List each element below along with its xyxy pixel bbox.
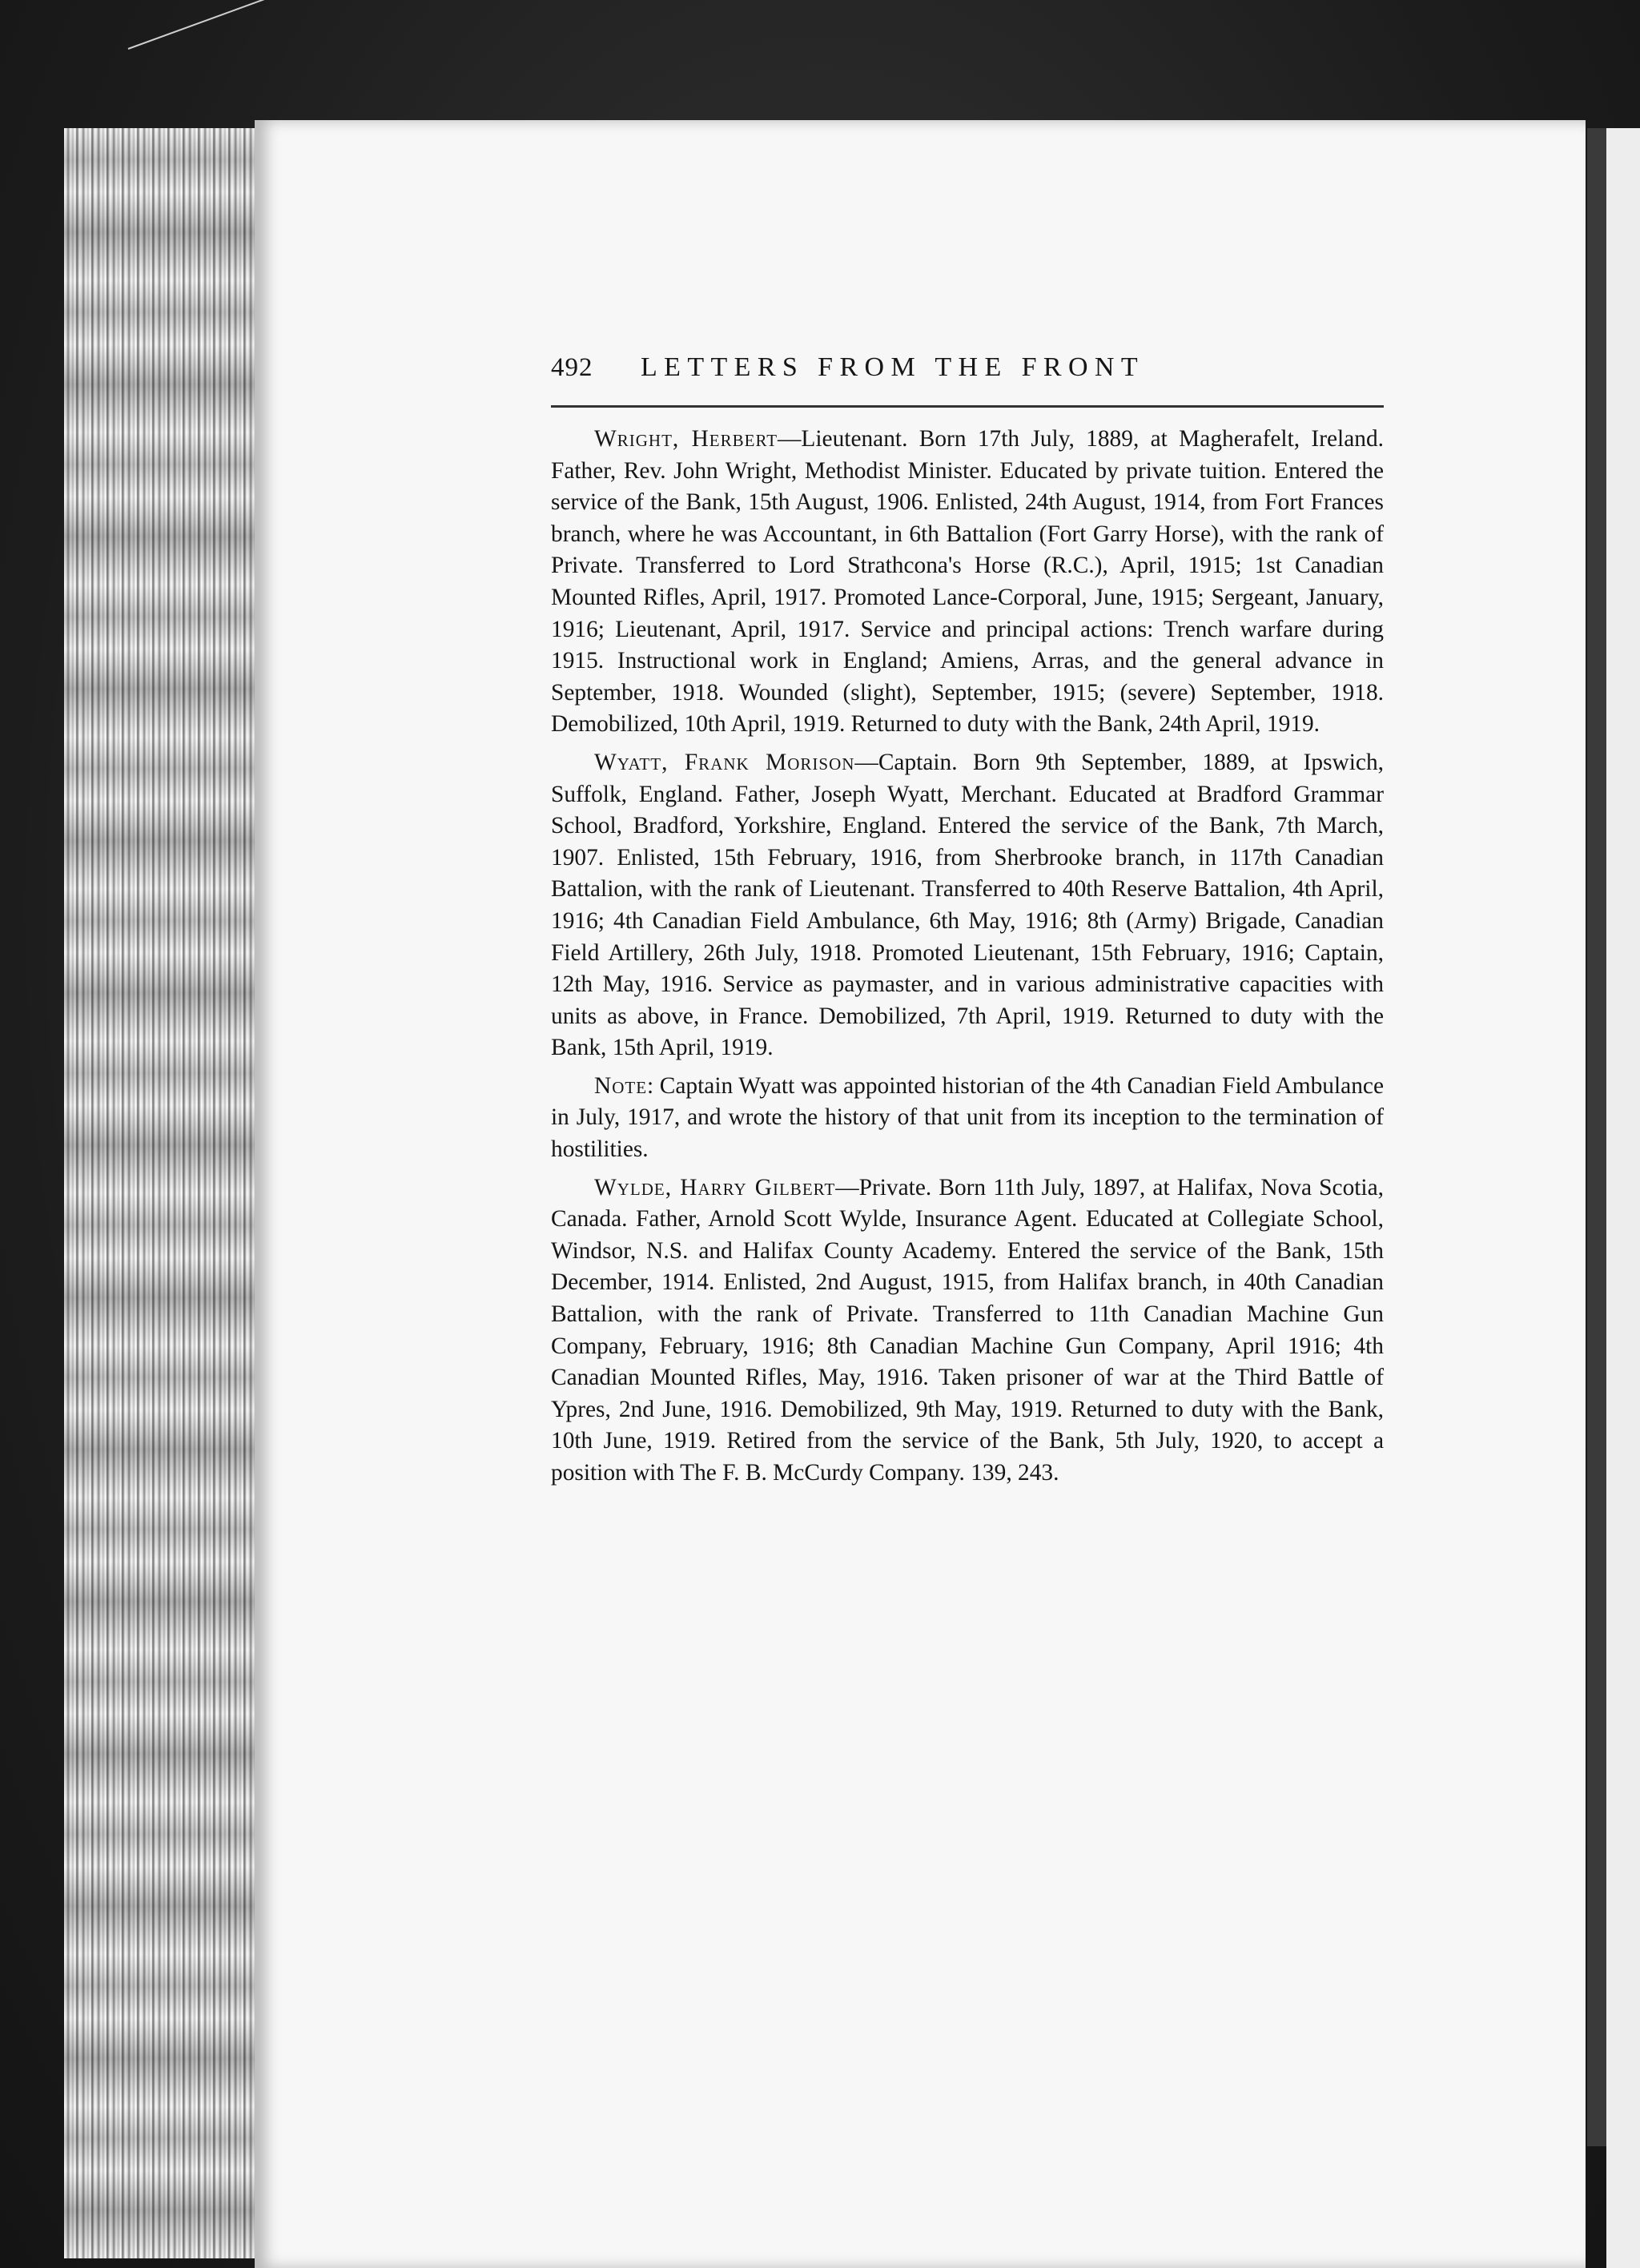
- entry-wyatt-frank-morison: [551, 747, 1384, 1064]
- entry-wright-herbert: [551, 424, 1384, 741]
- entry-name: Wylde, Harry Gilbert: [594, 1174, 836, 1200]
- page-content: [551, 352, 1384, 1496]
- entry-name: Wright, Herbert: [594, 426, 778, 452]
- entry-text: —Captain. Born 9th September, 1889, at Ipswich, Suffolk, England. Father, Joseph Wyatt, Merchant. Educated at Bradford Grammar School, Bradford, Yorkshire, England. Entered the service of the Bank, 7th March, 1907. Enlisted, 15th February, 1916, from Sherbrooke branch, in 117th Canadian Battalion, with the rank of Lieutenant. Transferred to 40th Reserve Battalion, 4th April, 1916; 4th Canadian Field Ambulance, 6th May, 1916; 8th (Army) Brigade, Canadian Field Artillery, 26th July, 1918. Promoted Lieutenant, 15th February, 1916; Captain, 12th May, 1916. Service as paymaster, and in various administrative capacities with units as above, in France. Demobilized, 7th April, 1919. Returned to duty with the Bank, 15th April, 1919.: [551, 749, 1385, 1061]
- note-paragraph: [551, 1071, 1384, 1166]
- entry-wylde-harry-gilbert: [551, 1172, 1384, 1490]
- entry-text: —Private. Born 11th July, 1897, at Halifax, Nova Scotia, Canada. Father, Arnold Scott Wylde, Insurance Agent. Educated at Collegiate School, Windsor, N.S. and Halifax County Academy. Entered the service of the Bank, 15th December, 1914. Enlisted, 2nd August, 1915, from Halifax branch, in 40th Canadian Battalion, with the rank of Private. Transferred to 11th Canadian Machine Gun Company, February, 1916; 8th Canadian Machine Gun Company, April 1916; 4th Canadian Mounted Rifles, May, 1916. Taken prisoner of war at the Third Battle of Ypres, 2nd June, 1916. Demobilized, 9th May, 1919. Returned to duty with the Bank, 10th June, 1919. Retired from the service of the Bank, 5th July, 1920, to accept a position with The F. B. McCurdy Company. 139, 243.: [551, 1174, 1384, 1486]
- entry-text: —Lieutenant. Born 17th July, 1889, at Magherafelt, Ireland. Father, Rev. John Wright, Methodist Minister. Educated by private tuition. Entered the service of the Bank, 15th August, 1906. Enlisted, 24th August, 1914, from Fort Frances branch, where he was Accountant, in 6th Battalion (Fort Garry Horse), with the rank of Private. Transferred to Lord Strathcona's Horse (R.C.), April, 1915; 1st Canadian Mounted Rifles, April, 1917. Promoted Lance-Corporal, June, 1915; Sergeant, January, 1916; Lieutenant, April, 1917. Service and principal actions: Trench warfare during 1915. Instructional work in England; Amiens, Arras, and the general advance in September, 1918. Wounded (slight), September, 1915; (severe) September, 1918. Demobilized, 10th April, 1919. Returned to duty with the Bank, 24th April, 1919.: [551, 426, 1384, 738]
- running-head: [551, 352, 1384, 408]
- note-label: Note: [594, 1072, 648, 1099]
- facing-page-edge: [1606, 128, 1640, 2268]
- entries-list: [551, 424, 1384, 1490]
- note-text: : Captain Wyatt was appointed historian of the 4th Canadian Field Ambulance in July, 1917, and wrote the history of that unit from its inception to the termination of hostilities.: [551, 1072, 1384, 1163]
- running-title: LETTERS FROM THE FRONT: [641, 352, 1145, 382]
- binding-strip: [1587, 128, 1606, 2146]
- book-page-edges: [64, 128, 256, 2258]
- entry-name: Wyatt, Frank Morison: [594, 749, 855, 775]
- page-number: 492: [551, 353, 593, 382]
